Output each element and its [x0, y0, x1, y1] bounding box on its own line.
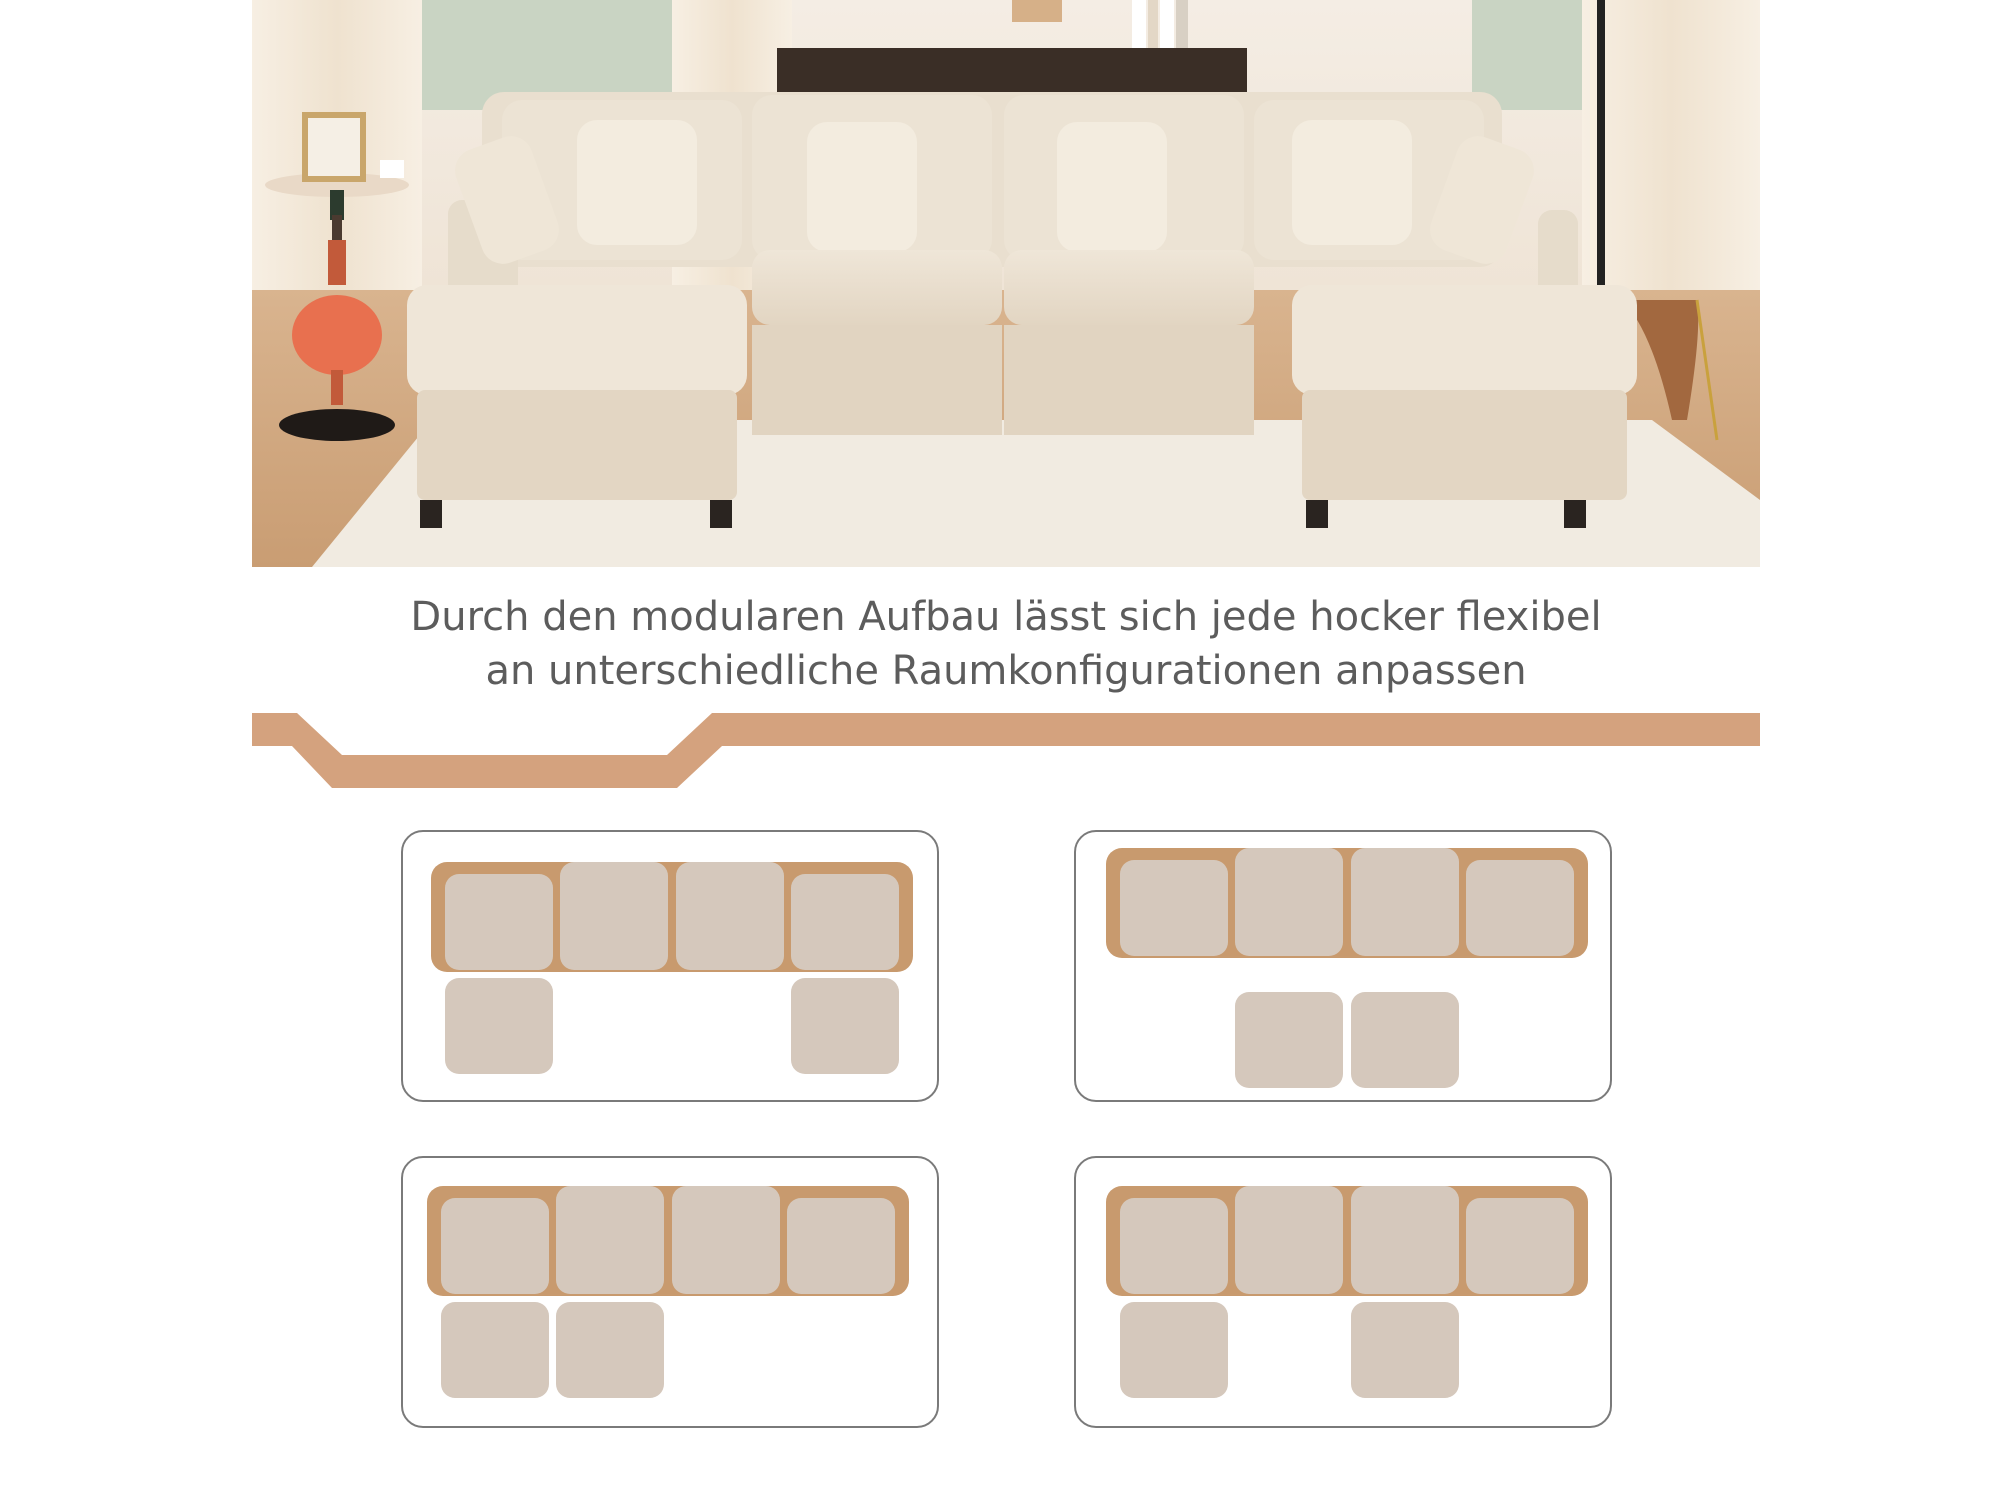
sideboard	[777, 48, 1247, 93]
ottoman-module	[1351, 1302, 1459, 1398]
sofa-scene-illustration	[252, 0, 1760, 567]
seat-module	[672, 1186, 780, 1294]
seat-module	[556, 1186, 664, 1294]
caption-line-2: an unterschiedliche Raumkonfigurationen anpassen	[485, 648, 1527, 694]
seat-module	[676, 862, 784, 970]
coffee-cup	[380, 160, 404, 178]
seat-module	[1466, 860, 1574, 956]
config-2-layout	[1076, 832, 1614, 1104]
ottoman-module	[556, 1302, 664, 1398]
ottoman-module	[445, 978, 553, 1074]
caption	[252, 590, 1760, 698]
seat-module	[445, 874, 553, 970]
configuration-diagram-2	[1074, 830, 1612, 1102]
decorative-divider	[252, 705, 1760, 795]
curtain-right	[1582, 0, 1760, 300]
configuration-diagram-1	[401, 830, 939, 1102]
config-1-layout	[403, 832, 941, 1104]
ottoman-module	[791, 978, 899, 1074]
seat-module	[1235, 848, 1343, 956]
seat-module	[1351, 848, 1459, 956]
seat-module	[1120, 860, 1228, 956]
ottoman-module	[1120, 1302, 1228, 1398]
seat-module	[441, 1198, 549, 1294]
seat-module	[1120, 1198, 1228, 1294]
ottoman-module	[1235, 992, 1343, 1088]
caption-line-1: Durch den modularen Aufbau lässt sich jede hocker flexibel	[410, 594, 1602, 640]
configuration-diagram-3	[401, 1156, 939, 1428]
ottoman-module	[441, 1302, 549, 1398]
seat-module	[1351, 1186, 1459, 1294]
seat-module	[1466, 1198, 1574, 1294]
config-3-layout	[403, 1158, 941, 1430]
config-4-layout	[1076, 1158, 1614, 1430]
seat-module	[791, 874, 899, 970]
seat-module	[787, 1198, 895, 1294]
pillow	[577, 120, 697, 245]
seat-module	[1235, 1186, 1343, 1294]
configuration-diagram-4	[1074, 1156, 1612, 1428]
ottoman-module	[1351, 992, 1459, 1088]
seat-module	[560, 862, 668, 970]
product-photo	[252, 0, 1760, 567]
